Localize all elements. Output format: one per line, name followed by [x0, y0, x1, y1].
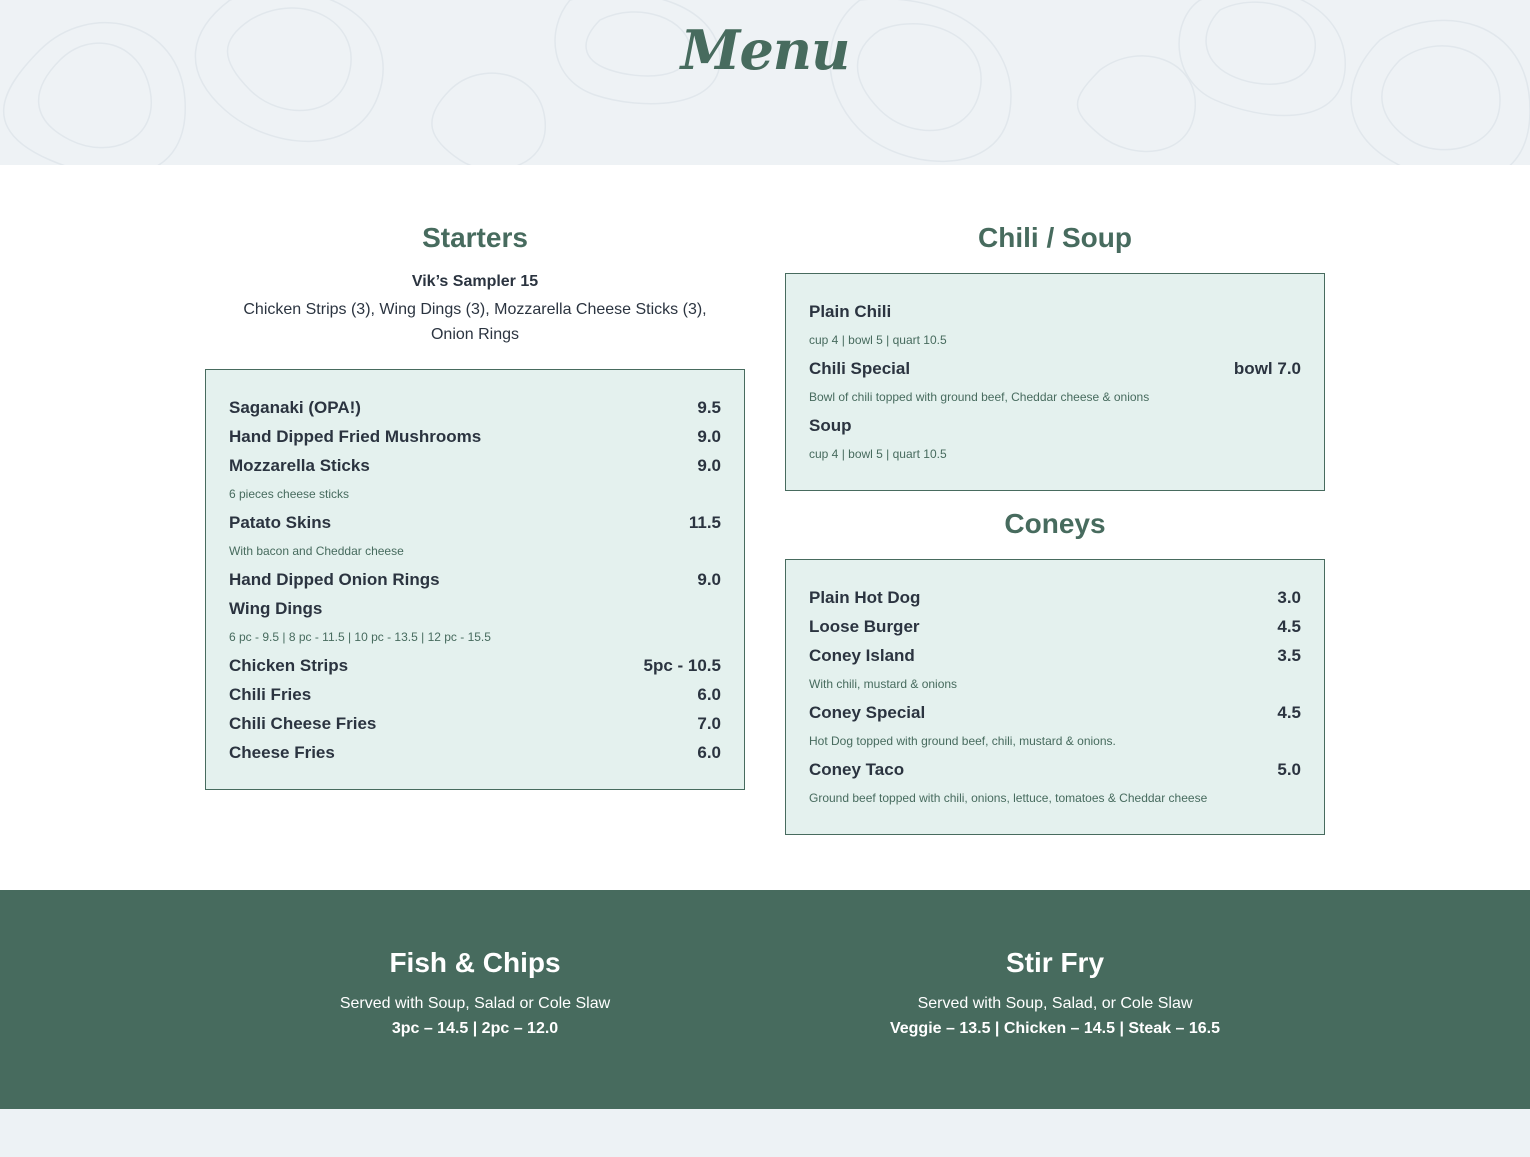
- menu-item: [229, 508, 721, 537]
- menu-item-price: 11.5: [688, 512, 721, 532]
- menu-item: [809, 641, 1301, 670]
- menu-item-name: Chili Cheese Fries: [229, 713, 377, 733]
- menu-item-name: Cheese Fries: [229, 742, 335, 762]
- coneys-title: Coneys: [1004, 508, 1106, 539]
- menu-item-description: With bacon and Cheddar cheese: [229, 544, 404, 558]
- menu-item-name: Coney Special: [809, 702, 926, 722]
- menu-item-price: 9.0: [697, 426, 721, 446]
- menu-item-description: cup 4 | bowl 5 | quart 10.5: [809, 333, 947, 347]
- menu-item: [229, 422, 721, 451]
- menu-item-name: Mozzarella Sticks: [229, 455, 370, 475]
- fish-chips-subtitle: Served with Soup, Salad or Cole Slaw: [339, 995, 611, 1012]
- menu-item-name: Plain Hot Dog: [809, 587, 921, 607]
- menu-item: [229, 565, 721, 594]
- menu-item: [809, 411, 1301, 440]
- stir-fry-prices: Veggie – 13.5 | Chicken – 14.5 | Steak – 16.5: [889, 1020, 1221, 1037]
- chili-soup-section: [785, 220, 1325, 835]
- menu-item: [809, 612, 1301, 641]
- stir-fry-section: [785, 945, 1325, 1041]
- specials-band: [0, 890, 1530, 1109]
- fish-chips-prices: 3pc – 14.5 | 2pc – 12.0: [391, 1020, 559, 1037]
- menu-item-description: Hot Dog topped with ground beef, chili, mustard & onions.: [809, 734, 1116, 748]
- menu-item: [809, 297, 1301, 326]
- menu-item-price: 6.0: [697, 684, 721, 704]
- menu-item-name: Coney Island: [809, 645, 915, 665]
- menu-item-price: 4.5: [1277, 702, 1301, 722]
- menu-item-description: 6 pieces cheese sticks: [229, 487, 350, 501]
- menu-item: [229, 680, 721, 709]
- starters-section: [205, 220, 745, 790]
- menu-item-price: 5.0: [1277, 759, 1301, 779]
- menu-item: [229, 451, 721, 480]
- menu-item: [229, 738, 721, 767]
- menu-item-name: Saganaki (OPA!): [229, 397, 361, 417]
- menu-item-name: Chili Special: [809, 358, 911, 378]
- menu-item-name: Coney Taco: [809, 759, 905, 779]
- menu-main: [0, 165, 1530, 890]
- menu-item: [229, 709, 721, 738]
- menu-item: [229, 594, 721, 623]
- hero-banner: [0, 0, 1530, 165]
- menu-item-name: Plain Chili: [809, 301, 892, 321]
- menu-item-price: 3.5: [1277, 645, 1301, 665]
- menu-item-price: 5pc - 10.5: [643, 655, 721, 675]
- fish-chips-title: Fish & Chips: [389, 947, 561, 978]
- menu-item-price: 9.0: [697, 569, 721, 589]
- chili-soup-menu-box: [785, 273, 1325, 491]
- menu-item: [229, 393, 721, 422]
- menu-item-description: cup 4 | bowl 5 | quart 10.5: [809, 447, 947, 461]
- menu-item-price: 9.5: [697, 397, 721, 417]
- menu-item-name: Hand Dipped Fried Mushrooms: [229, 426, 482, 446]
- menu-item-price: 6.0: [697, 742, 721, 762]
- menu-item-name: Patato Skins: [229, 512, 332, 532]
- menu-item-name: Chicken Strips: [229, 655, 349, 675]
- fish-chips-section: [205, 945, 745, 1041]
- starters-menu-box: [205, 369, 745, 790]
- menu-item-price: 3.0: [1277, 587, 1301, 607]
- starters-title: Starters: [422, 222, 528, 253]
- menu-item-price: 9.0: [697, 455, 721, 475]
- menu-item-price: 4.5: [1277, 616, 1301, 636]
- menu-item-description: Bowl of chili topped with ground beef, Cheddar cheese & onions: [809, 390, 1150, 404]
- menu-item-name: Wing Dings: [229, 598, 323, 618]
- menu-item: [809, 755, 1301, 784]
- menu-item-name: Hand Dipped Onion Rings: [229, 569, 440, 589]
- menu-item-description: 6 pc - 9.5 | 8 pc - 11.5 | 10 pc - 13.5 | 12 pc - 15.5: [229, 630, 491, 644]
- menu-item-description: Ground beef topped with chili, onions, lettuce, tomatoes & Cheddar cheese: [809, 791, 1208, 805]
- page-footer: [0, 1109, 1530, 1157]
- sampler-title: Vik’s Sampler 15: [411, 273, 539, 290]
- menu-item: [809, 698, 1301, 727]
- chili-soup-title: Chili / Soup: [978, 222, 1132, 253]
- menu-item-description: With chili, mustard & onions: [809, 677, 958, 691]
- menu-item: [809, 583, 1301, 612]
- menu-item: [229, 651, 721, 680]
- menu-item-price: bowl 7.0: [1233, 358, 1301, 378]
- stir-fry-title: Stir Fry: [1005, 947, 1105, 978]
- sampler-block: [205, 271, 745, 347]
- page-title: Menu: [680, 18, 850, 82]
- sampler-description: Chicken Strips (3), Wing Dings (3), Mozzarella Cheese Sticks (3), Onion Rings: [243, 301, 707, 343]
- menu-item-name: Loose Burger: [809, 616, 920, 636]
- menu-item-name: Soup: [809, 415, 852, 435]
- stir-fry-subtitle: Served with Soup, Salad, or Cole Slaw: [917, 995, 1193, 1012]
- menu-item-name: Chili Fries: [229, 684, 312, 704]
- menu-item-price: 7.0: [697, 713, 721, 733]
- menu-item: [809, 354, 1301, 383]
- coneys-menu-box: [785, 559, 1325, 835]
